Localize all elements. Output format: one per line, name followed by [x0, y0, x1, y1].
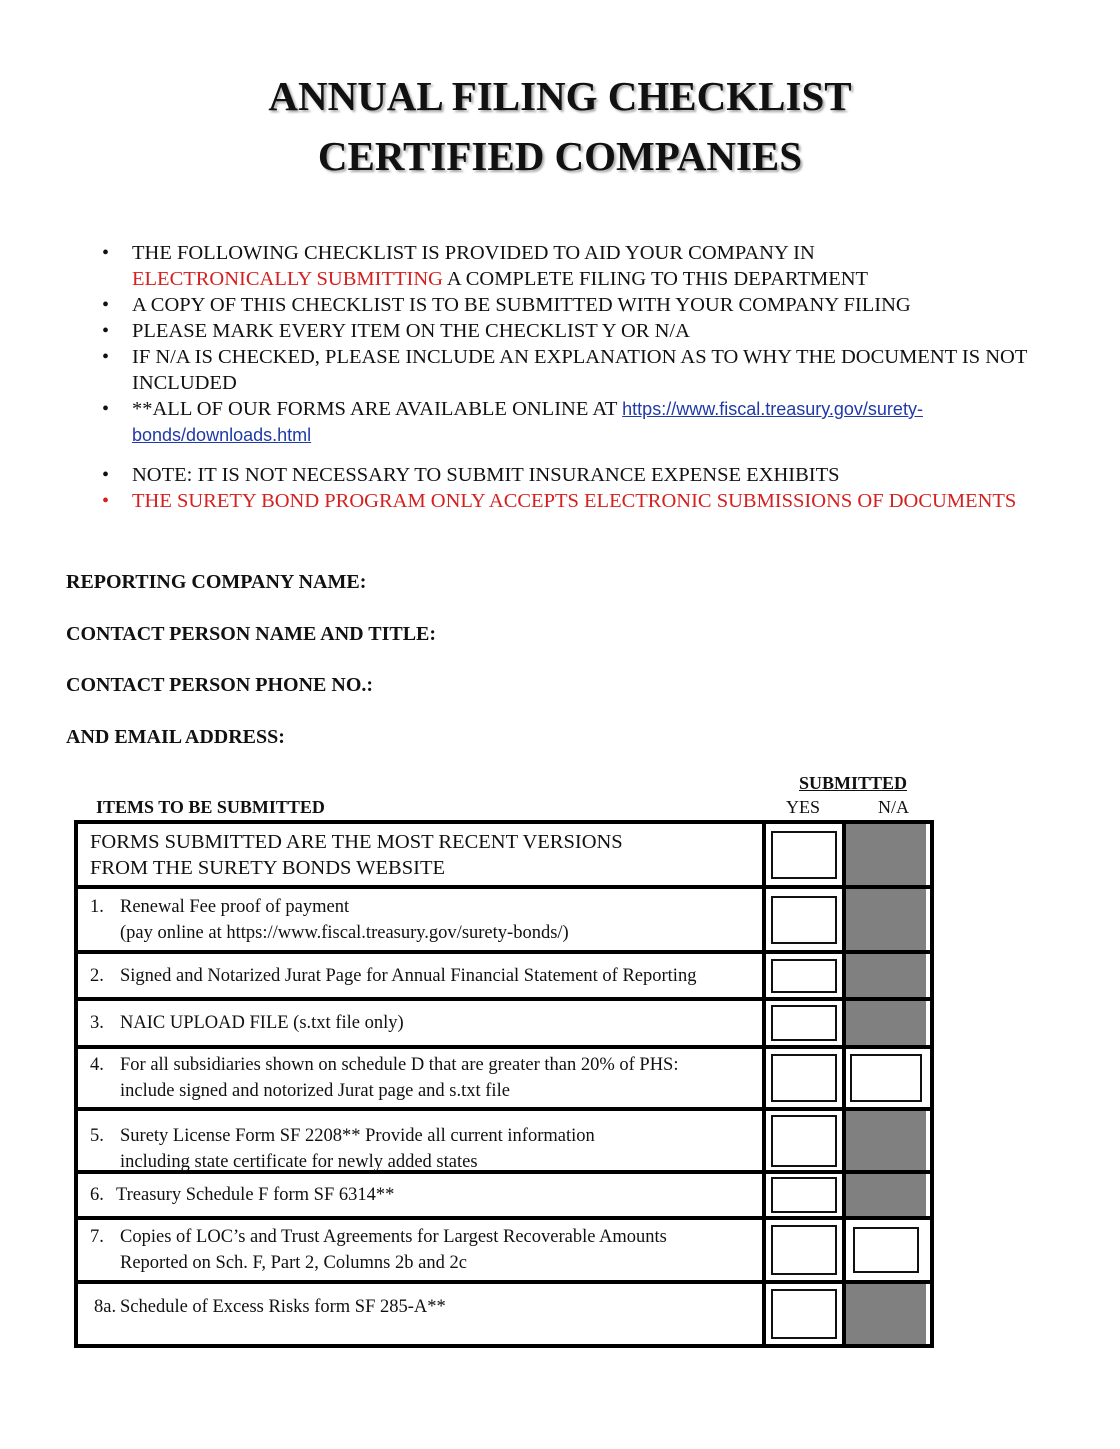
na-checkbox[interactable] [850, 1054, 922, 1102]
instruction-item: • A COPY OF THIS CHECKLIST IS TO BE SUBMITTED WITH YOUR COMPANY FILING [100, 292, 1060, 318]
forms-download-link[interactable]: https://www.fiscal.treasury.gov/surety-bonds/downloads.html [132, 399, 923, 445]
yes-checkbox[interactable] [771, 1115, 837, 1167]
yes-checkbox[interactable] [771, 1289, 837, 1339]
yes-checkbox[interactable] [771, 1225, 837, 1275]
instruction-item-warning: • THE SURETY BOND PROGRAM ONLY ACCEPTS ELECTRONIC SUBMISSIONS OF DOCUMENTS [100, 488, 1060, 514]
na-cell-disabled [846, 1111, 926, 1170]
company-info-fields [66, 570, 436, 776]
contact-name-title-label: CONTACT PERSON NAME AND TITLE: [66, 622, 437, 645]
na-checkbox[interactable] [853, 1227, 919, 1273]
checklist-table [74, 820, 934, 1348]
item-description: 6. Treasury Schedule F form SF 6314** [78, 1174, 766, 1216]
na-cell-disabled [846, 889, 926, 950]
yes-cell [766, 824, 846, 885]
yes-header: YES [786, 797, 821, 817]
table-row [78, 1111, 930, 1174]
yes-cell [766, 1111, 846, 1170]
item-description: 7. Copies of LOC’s and Trust Agreements for Largest Recoverable Amounts Reported on Sch. F, Part 2, Columns 2b and 2c [78, 1220, 766, 1280]
page-title-line1: ANNUAL FILING CHECKLIST [268, 73, 852, 119]
yes-cell [766, 1220, 846, 1280]
na-cell [846, 1049, 926, 1107]
yes-cell [766, 1001, 846, 1045]
company-name-label: REPORTING COMPANY NAME: [66, 571, 367, 593]
table-row [78, 1174, 930, 1220]
yes-checkbox[interactable] [771, 1054, 837, 1102]
na-cell-disabled [846, 1001, 926, 1045]
yes-cell [766, 1284, 846, 1344]
item-description: 1. Renewal Fee proof of payment (pay online at https://www.fiscal.treasury.gov/surety-bonds/) [78, 889, 766, 950]
na-cell-disabled [846, 954, 926, 997]
na-header: N/A [878, 797, 909, 817]
item-description: 8a. Schedule of Excess Risks form SF 285-A** [78, 1284, 766, 1344]
table-row [78, 1001, 930, 1049]
yes-cell [766, 889, 846, 950]
instruction-item: • **ALL OF OUR FORMS ARE AVAILABLE ONLINE AT https://www.fiscal.treasury.gov/surety-bonds/downloads.html [100, 396, 1060, 448]
yes-checkbox[interactable] [771, 896, 837, 944]
instruction-item: • PLEASE MARK EVERY ITEM ON THE CHECKLIST Y OR N/A [100, 318, 1060, 344]
highlight-text: ELECTRONICALLY SUBMITTING [132, 268, 443, 290]
instruction-item: • NOTE: IT IS NOT NECESSARY TO SUBMIT INSURANCE EXPENSE EXHIBITS [100, 462, 1060, 488]
item-description: 5. Surety License Form SF 2208** Provide all current information including state certificate for newly added states [78, 1111, 766, 1170]
yes-checkbox[interactable] [771, 1005, 837, 1041]
table-row [78, 954, 930, 1001]
yes-checkbox[interactable] [771, 831, 837, 879]
na-cell [846, 1220, 926, 1280]
na-cell-disabled [846, 824, 926, 885]
yes-cell [766, 1174, 846, 1216]
table-row [78, 1284, 930, 1344]
table-row [78, 1220, 930, 1284]
na-cell-disabled [846, 1284, 926, 1344]
item-description: 2. Signed and Notarized Jurat Page for Annual Financial Statement of Reporting [78, 954, 766, 997]
table-row [78, 824, 930, 889]
instruction-item: • IF N/A IS CHECKED, PLEASE INCLUDE AN EXPLANATION AS TO WHY THE DOCUMENT IS NOT INCLUDED [100, 344, 1060, 396]
item-description: 3. NAIC UPLOAD FILE (s.txt file only) [78, 1001, 766, 1045]
email-label: AND EMAIL ADDRESS: [66, 725, 285, 748]
item-description: 4. For all subsidiaries shown on schedule D that are greater than 20% of PHS: include signed and notorized Jurat page and s.txt file [78, 1049, 766, 1107]
instruction-item: • THE FOLLOWING CHECKLIST IS PROVIDED TO AID YOUR COMPANY IN ELECTRONICALLY SUBMITTING A COMPLETE FILING TO THIS DEPARTMENT [100, 240, 1060, 292]
table-row [78, 1049, 930, 1111]
instructions-list [100, 240, 1060, 514]
yes-checkbox[interactable] [771, 1177, 837, 1213]
yes-cell [766, 1049, 846, 1107]
contact-phone-label: CONTACT PERSON PHONE NO.: [66, 674, 374, 696]
na-cell-disabled [846, 1174, 926, 1216]
item-description: FORMS SUBMITTED ARE THE MOST RECENT VERSIONS FROM THE SURETY BONDS WEBSITE [78, 824, 766, 885]
yes-cell [766, 954, 846, 997]
yes-checkbox[interactable] [771, 959, 837, 993]
submitted-header: SUBMITTED [799, 773, 908, 793]
table-row [78, 889, 930, 954]
page-title-line2: CERTIFIED COMPANIES [317, 133, 803, 179]
items-header: ITEMS TO BE SUBMITTED [96, 797, 325, 817]
